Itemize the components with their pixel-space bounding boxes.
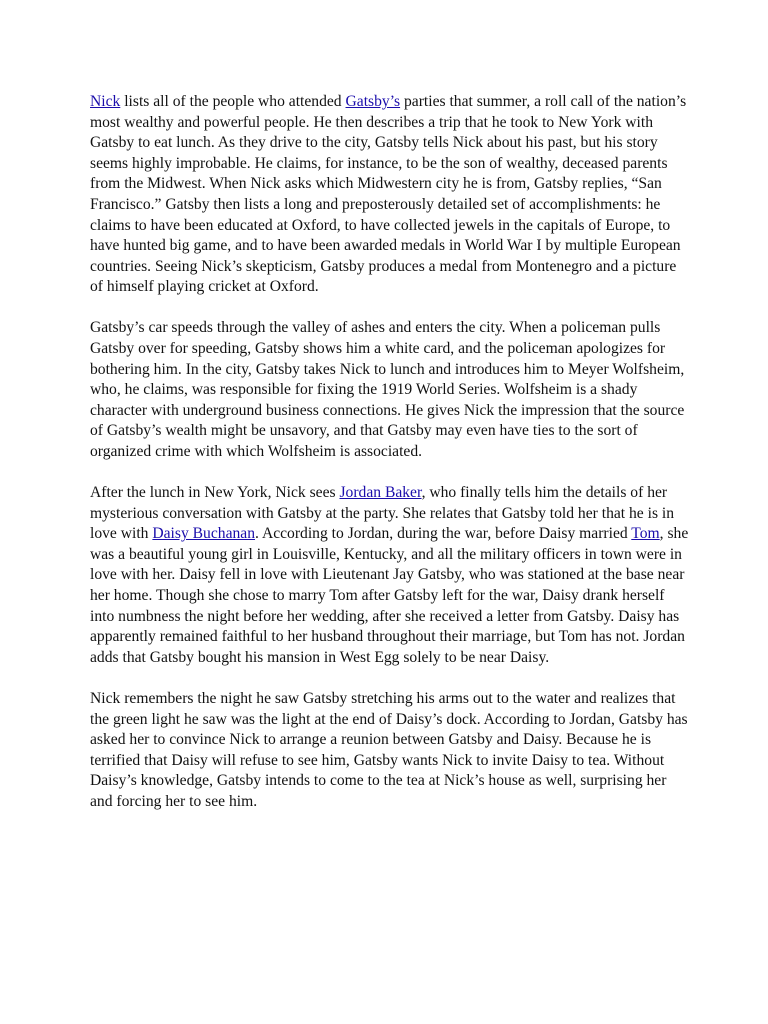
paragraph-4-text-1: Nick remembers the night he saw Gatsby stretching his arms out to the water and realizes that the green light he saw was the light at the end of Daisy’s dock. According to Jordan, Gatsby has asked her to convince Nick to arrange a reunion between Gatsby and Daisy. Because he is terrified that Daisy will refuse to see him, Gatsby wants Nick to invite Daisy to tea. Without Daisy’s knowledge, Gatsby intends to come to the tea at Nick’s house as well, surprising her and forcing her to see him. — [90, 689, 688, 810]
paragraph-1 — [90, 92, 690, 298]
document-body — [90, 92, 690, 833]
link-gatsby[interactable]: Gatsby’s — [345, 93, 401, 110]
paragraph-3-text-1: After the lunch in New York, Nick sees — [90, 484, 340, 502]
paragraph-3-text-3: . According to Jordan, during the war, before Daisy married — [255, 525, 632, 543]
paragraph-1-text-2: parties that summer, a roll call of the nation’s most wealthy and powerful people. He then describes a trip that he took to New York with Gatsby to eat lunch. As they drive to the city, Gatsby tells Nick about his past, but his story seems highly improbable. He claims, for instance, to be the son of wealthy, deceased parents from the Midwest. When Nick asks which Midwestern city he is from, Gatsby replies, “San Francisco.” Gatsby then lists a long and preposterously detailed set of accomplishments: he claims to have been educated at Oxford, to have collected jewels in the capitals of Europe, to have hunted big game, and to have been awarded medals in World War I by multiple European countries. Seeing Nick’s skepticism, Gatsby produces a medal from Montenegro and a picture of himself playing cricket at Oxford. — [90, 93, 687, 296]
link-daisy-buchanan[interactable]: Daisy Buchanan — [152, 525, 256, 543]
paragraph-2-text-1: Gatsby’s car speeds through the valley of ashes and enters the city. When a policeman pulls Gatsby over for speeding, Gatsby shows him a white card, and the policeman apologizes for bothering him. In the city, Gatsby takes Nick to lunch and introduces him to Meyer Wolfsheim, who, he claims, was responsible for fixing the 1919 World Series. Wolfsheim is a shady character with underground business connections. He gives Nick the impression that the source of Gatsby’s wealth might be unsavory, and that Gatsby may even have ties to the sort of organized crime with which Wolfsheim is associated. — [90, 319, 685, 460]
paragraph-3 — [90, 483, 690, 668]
paragraph-3-text-4: , she was a beautiful young girl in Louisville, Kentucky, and all the military officers in town were in love with her. Daisy fell in love with Lieutenant Jay Gatsby, who was stationed at the base near her home. Though she chose to marry Tom after Gatsby left for the war, Daisy drank herself into numbness the night before her wedding, after she received a letter from Gatsby. Daisy has apparently remained faithful to her husband throughout their marriage, but Tom has not. Jordan adds that Gatsby bought his mansion in West Egg solely to be near Daisy. — [90, 525, 689, 666]
paragraph-1-text-1: lists all of the people who attended — [120, 93, 346, 110]
paragraph-2 — [90, 318, 690, 462]
paragraph-3-text-2: , who finally tells him the details of her mysterious conversation with Gatsby at the party. She relates that Gatsby told her that he is in love with — [90, 484, 675, 543]
paragraph-4 — [90, 689, 690, 813]
link-nick[interactable]: Nick — [90, 93, 121, 110]
link-jordan-baker[interactable]: Jordan Baker — [339, 484, 422, 502]
link-tom[interactable]: Tom — [631, 525, 660, 543]
